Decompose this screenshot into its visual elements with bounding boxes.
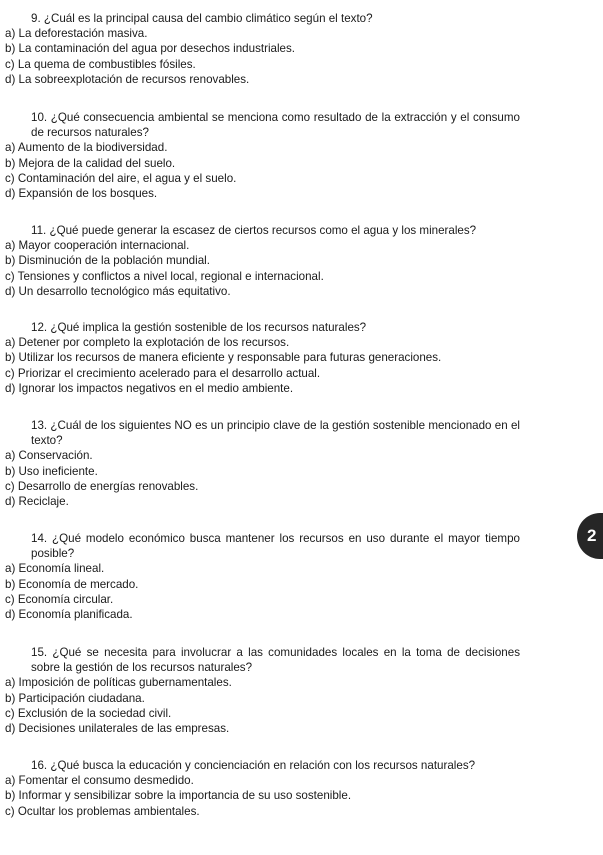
question-number: 10. [31, 111, 48, 124]
question-number: 13. [31, 419, 48, 432]
option-a: a) Imposición de políticas gubernamentales. [5, 676, 232, 690]
page-number-badge: 2 [577, 513, 603, 559]
question-10 [5, 110, 520, 201]
option-c: c) Desarrollo de energías renovables. [5, 479, 199, 493]
option-a: a) Aumento de la biodiversidad. [5, 141, 168, 155]
question-prompt: ¿Qué se necesita para involucrar a las comunidades locales en la toma de decisiones sobre la gestión de los recursos naturales? [31, 646, 521, 675]
question-text [5, 110, 520, 140]
question-9 [5, 11, 520, 87]
question-text [5, 531, 520, 561]
option-a: a) Conservación. [5, 449, 93, 463]
option-b: b) Mejora de la calidad del suelo. [5, 156, 176, 170]
option-b: b) Informar y sensibilizar sobre la importancia de su uso sostenible. [5, 789, 352, 803]
question-prompt: ¿Qué puede generar la escasez de ciertos recursos como el agua y los minerales? [49, 224, 477, 237]
option-a: a) La deforestación masiva. [5, 27, 148, 41]
question-number: 14. [31, 532, 48, 545]
option-b: b) Uso ineficiente. [5, 464, 98, 478]
option-c: c) Exclusión de la sociedad civil. [5, 706, 172, 720]
option-d: d) Reciclaje. [5, 495, 69, 509]
option-c: c) Economía circular. [5, 592, 114, 606]
question-prompt: ¿Qué implica la gestión sostenible de los recursos naturales? [50, 321, 367, 334]
question-12 [5, 320, 520, 396]
question-number: 9. [31, 12, 41, 25]
option-c: c) La quema de combustibles fósiles. [5, 57, 196, 71]
question-text [5, 418, 520, 448]
question-number: 15. [31, 646, 48, 659]
question-text [5, 320, 520, 335]
question-number: 16. [31, 759, 48, 772]
option-a: a) Fomentar el consumo desmedido. [5, 774, 194, 788]
option-a: a) Detener por completo la explotación de los recursos. [5, 336, 290, 350]
option-b: b) Utilizar los recursos de manera eficiente y responsable para futuras generaciones. [5, 351, 442, 365]
option-b: b) Disminución de la población mundial. [5, 254, 210, 268]
question-text [5, 645, 520, 675]
question-15 [5, 645, 520, 736]
question-number: 11. [31, 224, 47, 237]
question-16 [5, 758, 520, 819]
option-c: c) Contaminación del aire, el agua y el suelo. [5, 171, 237, 185]
question-13 [5, 418, 520, 509]
option-d: d) Decisiones unilaterales de las empresas. [5, 722, 230, 736]
option-c: c) Priorizar el crecimiento acelerado para el desarrollo actual. [5, 366, 321, 380]
option-d: d) Economía planificada. [5, 608, 133, 622]
option-d: d) La sobreexplotación de recursos renovables. [5, 72, 250, 86]
option-b: b) Participación ciudadana. [5, 691, 145, 705]
question-text [5, 11, 520, 26]
option-c: c) Ocultar los problemas ambientales. [5, 804, 200, 818]
question-prompt: ¿Qué modelo económico busca mantener los recursos en uso durante el mayor tiempo posible? [31, 532, 520, 561]
question-text [5, 758, 520, 773]
option-a: a) Mayor cooperación internacional. [5, 239, 190, 253]
option-d: d) Un desarrollo tecnológico más equitativo. [5, 284, 231, 298]
question-prompt: ¿Cuál es la principal causa del cambio climático según el texto? [43, 12, 373, 25]
question-text [5, 223, 520, 238]
option-b: b) Economía de mercado. [5, 577, 139, 591]
question-11 [5, 223, 520, 299]
option-c: c) Tensiones y conflictos a nivel local, regional e internacional. [5, 269, 324, 283]
option-b: b) La contaminación del agua por desechos industriales. [5, 42, 296, 56]
question-number: 12. [31, 321, 48, 334]
question-14 [5, 531, 520, 622]
option-d: d) Expansión de los bosques. [5, 187, 158, 201]
question-prompt: ¿Qué busca la educación y concienciación en relación con los recursos naturales? [50, 759, 476, 772]
question-prompt: ¿Qué consecuencia ambiental se menciona como resultado de la extracción y el consumo de recursos naturales? [31, 111, 520, 140]
question-prompt: ¿Cuál de los siguientes NO es un principio clave de la gestión sostenible mencionado en el texto? [31, 419, 520, 448]
option-d: d) Ignorar los impactos negativos en el medio ambiente. [5, 381, 294, 395]
option-a: a) Economía lineal. [5, 562, 105, 576]
